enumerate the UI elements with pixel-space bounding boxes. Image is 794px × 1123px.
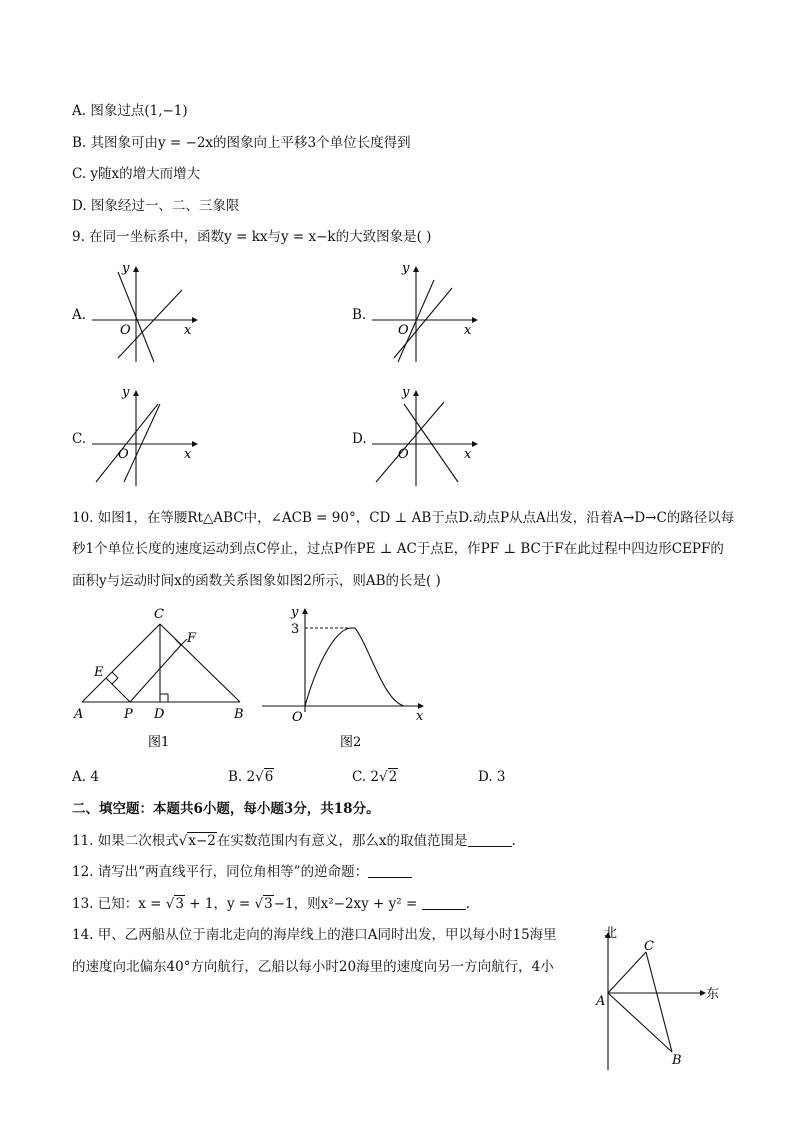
q9-b-origin: O (398, 323, 409, 338)
q14-fig-c: C (644, 939, 654, 954)
q9-label-d: D. (352, 431, 367, 447)
q9-c-y-label: y (122, 385, 130, 400)
q14-fig-b: B (672, 1053, 682, 1068)
q9-label-a: A. (72, 307, 87, 323)
q14-fig-north: 北 (604, 926, 618, 941)
q10-option-c: C. 2√2 (352, 769, 398, 785)
fig1-label-a: A (74, 707, 84, 722)
q10-option-d: D. 3 (478, 769, 506, 785)
fig1-label-c: C (154, 607, 164, 622)
q10-figure-2 (258, 600, 434, 754)
q8-option-b: B. 其图象可由y = −2x的图象向上平移3个单位长度得到 (72, 135, 411, 151)
fig1-caption: 图1 (148, 735, 170, 750)
q13: 13. 已知：x = √3 + 1，y = √3−1，则x²−2xy + y² = . (72, 896, 470, 912)
q9-label-c: C. (72, 431, 87, 447)
q11-answer-blank[interactable] (468, 834, 512, 847)
fig2-caption: 图2 (340, 735, 362, 750)
q10-figure-1 (70, 604, 256, 754)
q10-option-a: A. 4 (72, 769, 99, 785)
q11: 11. 如果二次根式√x−2在实数范围内有意义，那么x的取值范围是 . (72, 833, 516, 849)
q13-answer-blank[interactable] (422, 897, 466, 910)
fig1-label-e: E (94, 665, 104, 680)
q9-b-y-label: y (402, 261, 410, 276)
q14-stem-line1: 14. 甲、乙两船从位于南北走向的海岸线上的港口A同时出发，甲以每小时15海里 (72, 927, 557, 943)
q10-stem-line1: 10. 如图1，在等腰Rt△ABC中，∠ACB = 90°，CD ⊥ AB于点D.动点P从点A出发，沿着A→D→C的路径以每 (72, 510, 735, 526)
q9-graph-d (368, 382, 480, 492)
q9-stem: 9. 在同一坐标系中，函数y = kx与y = x−k的大致图象是( ) (72, 229, 432, 245)
q9-d-y-label: y (402, 385, 410, 400)
q9-graph-c (88, 382, 200, 492)
q9-d-origin: O (398, 447, 409, 462)
fig2-x-label: x (416, 709, 424, 724)
q14-fig-a: A (596, 994, 606, 1009)
q14-fig-east: 东 (706, 987, 720, 1002)
q9-graph-a (88, 258, 200, 368)
q12: 12. 请写出“两直线平行，同位角相等”的逆命题： (72, 863, 412, 881)
q9-graph-b (368, 258, 480, 368)
q8-option-c: C. y随x的增大而增大 (72, 166, 201, 182)
fig1-label-b: B (234, 707, 244, 722)
q9-b-x-label: x (464, 323, 472, 338)
q10-stem-line2: 秒1个单位长度的速度运动到点C停止，过点P作PE ⊥ AC于点E，作PF ⊥ BC于F在此过程中四边形CEPF的 (72, 541, 724, 557)
q9-a-y-label: y (122, 261, 130, 276)
q10-option-b: B. 2√6 (228, 769, 274, 785)
q9-a-x-label: x (184, 323, 192, 338)
fig2-y-label: y (291, 605, 299, 620)
section-2-heading: 二、填空题：本题共6小题，每小题3分，共18分。 (72, 801, 380, 817)
q10-stem-line3: 面积y与运动时间x的函数关系图象如图2所示，则AB的长是( ) (72, 573, 441, 589)
fig1-label-f: F (187, 631, 197, 646)
fig2-tick-3: 3 (291, 622, 300, 637)
q9-a-origin: O (120, 323, 131, 338)
q9-c-x-label: x (184, 447, 192, 462)
q14-stem-line2: 的速度向北偏东40°方向航行，乙船以每小时20海里的速度向另一方向航行，4小 (72, 959, 554, 975)
q9-d-x-label: x (464, 447, 472, 462)
fig2-origin: O (292, 710, 303, 725)
q14-figure (588, 920, 728, 1080)
fig1-label-p: P (124, 707, 133, 722)
q12-answer-blank[interactable] (368, 865, 412, 878)
q8-option-d: D. 图象经过一、二、三象限 (72, 198, 240, 214)
q8-option-a: A. 图象过点(1,−1) (72, 103, 188, 119)
q9-c-origin: O (118, 447, 129, 462)
q9-label-b: B. (352, 307, 367, 323)
fig1-label-d: D (154, 707, 165, 722)
